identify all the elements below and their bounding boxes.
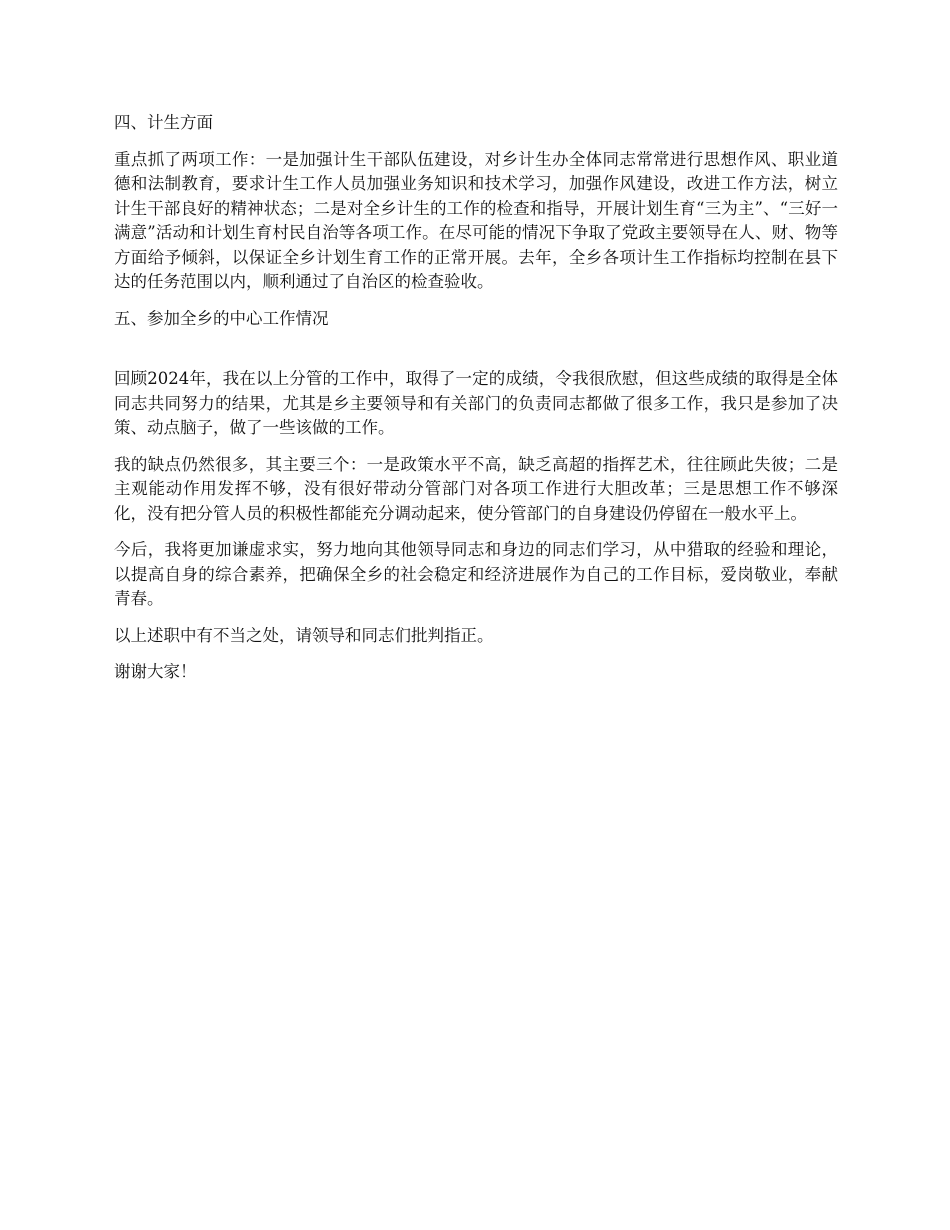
document-body (114, 111, 838, 697)
review-paragraph: 回顾2024年，我在以上分管的工作中，取得了一定的成绩，令我很欣慰，但这些成绩的取得是全体同志共同努力的结果，尤其是乡主要领导和有关部门的负责同志都做了很多工作，我只是参加了决策、动点脑子，做了一些该做的工作。 (114, 369, 838, 437)
section-5-heading: 五、参加全乡的中心工作情况 (114, 308, 329, 328)
shortcomings-paragraph: 我的缺点仍然很多，其主要三个：一是政策水平不高，缺乏高超的指挥艺术，往往顾此失彼；二是主观能动作用发挥不够，没有很好带动分管部门对各项工作进行大胆改革；三是思想工作不够深化，没有把分管人员的积极性都能充分调动起来，使分管部门的自身建设仍停留在一般水平上。 (114, 454, 838, 523)
closing-paragraph: 以上述职中有不当之处，请领导和同志们批判指正。 (114, 625, 494, 645)
thanks-line: 谢谢大家！ (114, 662, 197, 681)
blank-gap (114, 343, 838, 367)
section-4-paragraph: 重点抓了两项工作：一是加强计生干部队伍建设，对乡计生办全体同志常常进行思想作风、职业道德和法制教育，要求计生工作人员加强业务知识和技术学习，加强作风建设，改进工作方法，树立计生干部良好的精神状态；二是对全乡计生的工作的检查和指导，开展计划生育“三为主”、“三好一满意”活动和计划生育村民自治等各项工作。在尽可能的情况下争取了党政主要领导在人、财、物等方面给予倾斜，以保证全乡计划生育工作的正常开展。去年，全乡各项计生工作指标均控制在县下达的任务范围以内，顺利通过了自治区的检查验收。 (114, 149, 838, 291)
future-plans-paragraph: 今后，我将更加谦虚求实，努力地向其他领导同志和身边的同志们学习，从中猎取的经验和理论，以提高自身的综合素养，把确保全乡的社会稳定和经济进展作为自己的工作目标，爱岗敬业，奉献青春。 (114, 540, 838, 608)
section-4-heading: 四、计生方面 (114, 113, 213, 132)
